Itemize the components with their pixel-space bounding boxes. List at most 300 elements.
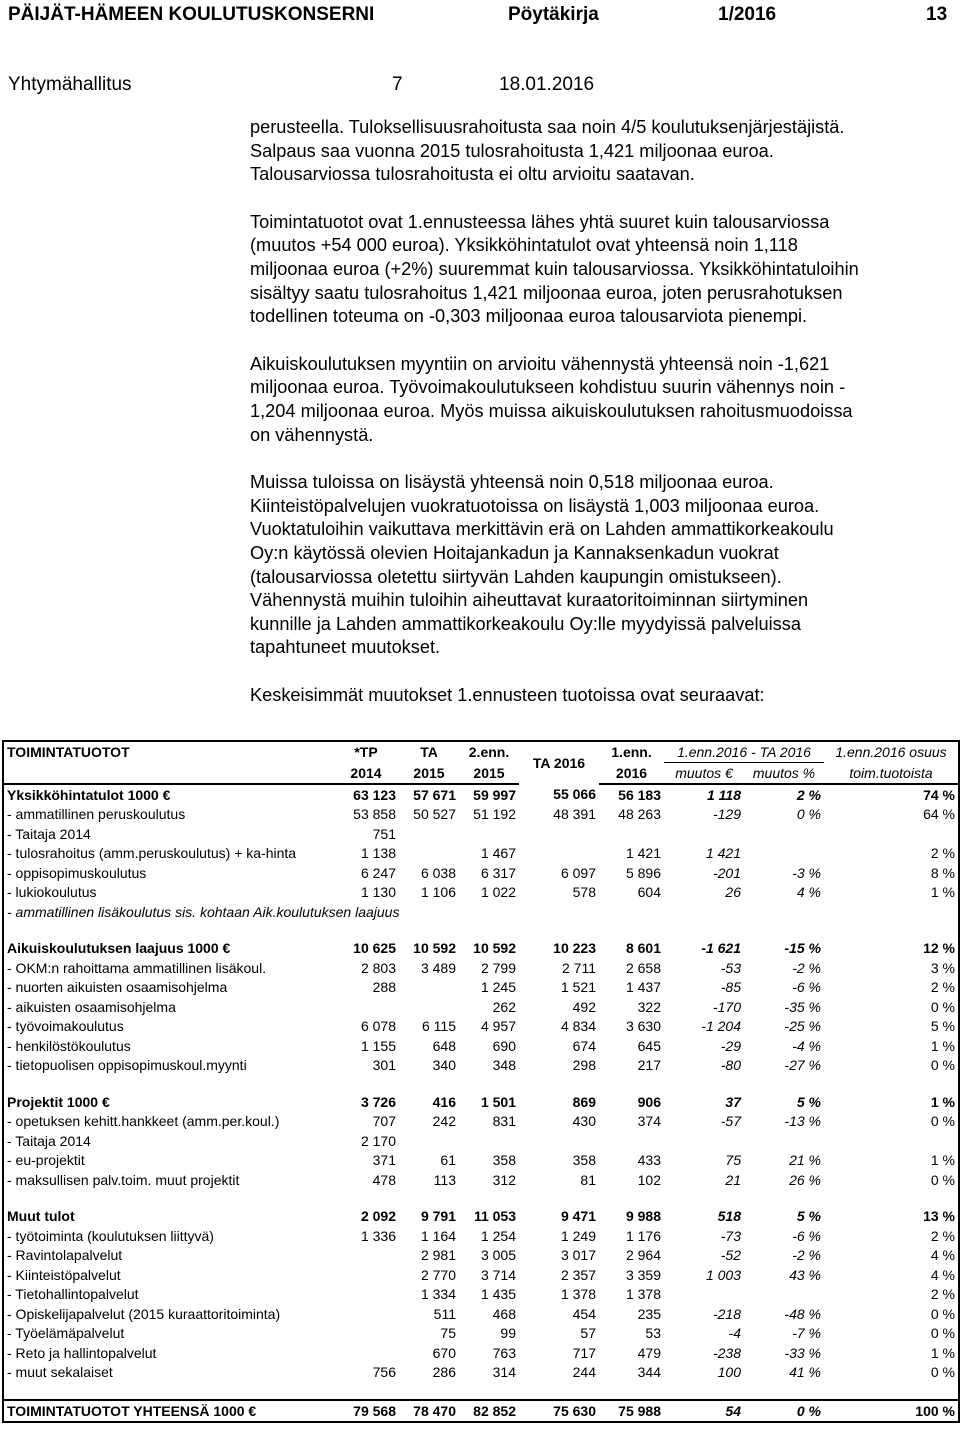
table-row [3, 958, 959, 978]
row-label: - nuorten aikuisten osaamisohjelma [3, 978, 333, 998]
cell-diff-eur [664, 1285, 744, 1305]
col-ta15-label: TA [399, 741, 459, 763]
cell-tp-2014: 478 [372, 1171, 396, 1188]
cell-enn1-2016: 1 437 [625, 979, 661, 996]
spacer-cell [519, 1190, 599, 1207]
cell-ta-2016: 454 [572, 1305, 596, 1322]
spacer-cell [744, 922, 824, 939]
cell-enn2-2015: 358 [492, 1152, 516, 1169]
cell-share-pct: 5 % [824, 1017, 959, 1037]
col-enn16-year: 2016 [599, 763, 664, 785]
col-share-header: 1.enn.2016 osuus [824, 741, 959, 763]
table-row [3, 1363, 959, 1383]
table-row [3, 1151, 959, 1171]
cell-enn2-2015: 763 [492, 1344, 516, 1361]
cell-enn1-2016: 2 658 [625, 959, 661, 976]
cell-ta-2016: 3 017 [560, 1247, 596, 1264]
cell-share-pct [824, 1131, 959, 1151]
cell-enn2-2015: 348 [492, 1057, 516, 1074]
row-label: - Työelämäpalvelut [3, 1324, 333, 1344]
cell-diff-pct [744, 824, 824, 844]
cell-ta-2015: 78 470 [399, 1400, 459, 1422]
cell-diff-eur [664, 1131, 744, 1151]
paragraph: Keskeisimmät muutokset 1.ennusteen tuotoissa ovat seuraavat: [250, 684, 765, 705]
cell-ta-2015 [399, 844, 459, 864]
cell-tp-2014: 6 247 [360, 864, 396, 881]
meeting-date: 18.01.2016 [499, 74, 595, 95]
cell-diff-pct: -13 % [784, 1113, 821, 1130]
cell-tp-2014: 1 336 [360, 1227, 396, 1244]
cell-share-pct: 0 % [824, 1363, 959, 1383]
cell-ta-2016: 1 378 [560, 1286, 596, 1303]
cell-enn2-2015: 1 245 [480, 979, 516, 996]
cell-enn1-2016: 479 [637, 1344, 661, 1361]
row-label: - lukiokoulutus [3, 883, 333, 903]
cell-ta-2016 [519, 902, 599, 922]
cell-enn1-2016: 75 988 [599, 1400, 664, 1422]
cell-diff-eur: 1 421 [705, 845, 741, 862]
row-label: - Taitaja 2014 [3, 1131, 333, 1151]
organization-name: PÄIJÄT-HÄMEEN KOULUTUSKONSERNI [8, 4, 375, 25]
cell-diff-pct: -48 % [784, 1305, 821, 1322]
cell-ta-2015: 75 [440, 1325, 456, 1342]
spacer-cell [333, 1190, 399, 1207]
cell-enn2-2015 [459, 824, 519, 844]
spacer-cell [599, 1075, 664, 1092]
cell-diff-eur: 1 003 [705, 1266, 741, 1283]
spacer-cell [333, 922, 399, 939]
cell-enn1-2016: 8 601 [625, 940, 661, 957]
spacer-cell [519, 1382, 599, 1400]
cell-diff-eur: -201 [712, 864, 741, 881]
cell-enn2-2015: 82 852 [459, 1400, 519, 1422]
cell-diff-eur: -53 [720, 959, 741, 976]
cell-enn2-2015: 51 192 [473, 806, 516, 823]
cell-ta-2016: 81 [580, 1171, 596, 1188]
cell-diff-eur: -73 [720, 1227, 741, 1244]
cell-tp-2014: 288 [372, 979, 396, 996]
cell-ta-2016: 6 097 [560, 864, 596, 881]
spacer-cell [399, 1382, 459, 1400]
row-label: - opetuksen kehitt.hankkeet (amm.per.koul.) [3, 1112, 333, 1132]
spacer-cell [519, 922, 599, 939]
row-label: - Kiinteistöpalvelut [3, 1265, 333, 1285]
spacer-cell [599, 1382, 664, 1400]
cell-enn2-2015: 1 254 [480, 1227, 516, 1244]
cell-ta-2015: 340 [432, 1057, 456, 1074]
cell-ta-2015: 1 164 [420, 1227, 456, 1244]
table-row [3, 1226, 959, 1246]
cell-diff-pct: 41 % [789, 1364, 821, 1381]
cell-enn2-2015: 2 799 [480, 959, 516, 976]
cell-share-pct: 0 % [824, 1304, 959, 1324]
cell-ta-2015 [399, 1131, 459, 1151]
col-enn16-label: 1.enn. [599, 741, 664, 763]
cell-diff-eur: -29 [720, 1037, 741, 1054]
row-label: - henkilöstökoulutus [3, 1036, 333, 1056]
cell-diff-pct: -35 % [784, 998, 821, 1015]
cell-diff-pct: 26 % [789, 1171, 821, 1188]
cell-share-pct: 12 % [824, 939, 959, 959]
cell-diff-eur: 518 [717, 1208, 741, 1225]
table-title: TOIMINTATUOTOT [3, 741, 333, 763]
cell-enn2-2015: 831 [492, 1113, 516, 1130]
cell-ta-2015: 6 115 [422, 1018, 456, 1035]
cell-ta-2015: 648 [432, 1037, 456, 1054]
spacer-cell [459, 1190, 519, 1207]
cell-diff-pct: 21 % [789, 1152, 821, 1169]
cell-share-pct: 2 % [824, 978, 959, 998]
cell-share-pct: 13 % [824, 1207, 959, 1227]
table-row [3, 1324, 959, 1344]
cell-enn1-2016: 9 988 [625, 1208, 661, 1225]
cell-diff-pct: 5 % [796, 1208, 821, 1225]
table-row [3, 1246, 959, 1266]
cell-diff-eur: 37 [725, 1093, 741, 1110]
cell-enn2-2015: 314 [492, 1364, 516, 1381]
document-type: Pöytäkirja [508, 4, 599, 25]
table-row [3, 784, 959, 805]
col-diff-pct: muutos % [744, 763, 824, 785]
cell-enn1-2016: 322 [637, 998, 661, 1015]
cell-ta-2015: 50 527 [413, 806, 456, 823]
spacer-cell [744, 1382, 824, 1400]
row-label: Muut tulot [3, 1207, 333, 1227]
cell-tp-2014: 2 803 [360, 959, 396, 976]
col-tp-label: *TP [333, 741, 399, 763]
cell-ta-2016 [519, 844, 599, 864]
cell-tp-2014: 756 [372, 1364, 396, 1381]
cell-enn1-2016: 3 630 [625, 1018, 661, 1035]
cell-ta-2016: 674 [572, 1037, 596, 1054]
row-label: - työvoimakoulutus [3, 1017, 333, 1037]
spacer-cell [3, 1382, 333, 1400]
col-enn15-year: 2015 [459, 763, 519, 785]
cell-ta-2016: 578 [572, 884, 596, 901]
cell-diff-eur: 54 [664, 1400, 744, 1422]
cell-diff-eur: -57 [720, 1113, 741, 1130]
cell-share-pct: 0 % [824, 1056, 959, 1076]
cell-share-pct: 1 % [824, 1151, 959, 1171]
cell-tp-2014: 63 123 [353, 786, 396, 803]
cell-enn1-2016: 604 [637, 884, 661, 901]
document-header [8, 4, 958, 28]
paragraph: perusteella. Tuloksellisuusrahoitusta saa noin 4/5 koulutuksenjärjestäjistä. Salpaus saa vuonna 2015 tulosrahoitusta 1,421 miljoonaa euroa. Talousarviossa tulosrahoitusta ei oltu arvioitu saatavan. [250, 117, 845, 185]
row-label: - oppisopimuskoulutus [3, 863, 333, 883]
cell-enn1-2016: 5 896 [625, 864, 661, 881]
cell-diff-pct: -15 % [784, 940, 821, 957]
cell-ta-2015: 286 [432, 1364, 456, 1381]
cell-tp-2014 [333, 1265, 399, 1285]
col-ta15-year: 2015 [399, 763, 459, 785]
cell-ta-2016: 358 [572, 1152, 596, 1169]
row-label: - aikuisten osaamisohjelma [3, 997, 333, 1017]
meeting-header [8, 74, 958, 98]
row-label: - muut sekalaiset [3, 1363, 333, 1383]
spacer-cell [824, 1075, 959, 1092]
cell-tp-2014 [333, 1285, 399, 1305]
spacer-cell [459, 1075, 519, 1092]
table-row [3, 1285, 959, 1305]
spacer-cell [824, 1382, 959, 1400]
table-row [3, 1265, 959, 1285]
table-row [3, 997, 959, 1017]
cell-ta-2015: 61 [440, 1152, 456, 1169]
cell-ta-2016: 2 711 [562, 959, 596, 976]
table-row [3, 863, 959, 883]
cell-share-pct: 2 % [824, 1285, 959, 1305]
spacer-cell [333, 1075, 399, 1092]
col-ta16-label: TA 2016 [519, 741, 599, 784]
cell-tp-2014: 371 [372, 1152, 396, 1169]
cell-ta-2015: 6 038 [420, 864, 456, 881]
cell-share-pct: 64 % [824, 805, 959, 825]
spacer-cell [744, 1075, 824, 1092]
cell-share-pct: 2 % [824, 1226, 959, 1246]
row-label: TOIMINTATUOTOT YHTEENSÄ 1000 € [3, 1400, 333, 1422]
cell-tp-2014 [333, 1304, 399, 1324]
cell-enn2-2015: 1 435 [480, 1286, 516, 1303]
blank-cell [3, 763, 333, 785]
cell-tp-2014: 6 078 [360, 1018, 396, 1035]
row-label: Aikuiskoulutuksen laajuus 1000 € [3, 939, 333, 959]
cell-enn1-2016 [599, 1131, 664, 1151]
spacer-cell [3, 922, 333, 939]
meeting-body: Yhtymähallitus [8, 74, 132, 95]
cell-share-pct: 4 % [824, 1246, 959, 1266]
cell-diff-eur: 26 [725, 884, 741, 901]
cell-enn1-2016: 2 964 [625, 1247, 661, 1264]
cell-diff-pct: -3 % [792, 864, 821, 881]
cell-diff-eur: -4 [728, 1325, 741, 1342]
cell-enn2-2015: 3 714 [480, 1266, 516, 1283]
cell-diff-eur [664, 824, 744, 844]
cell-ta-2015 [399, 902, 459, 922]
cell-share-pct: 0 % [824, 1112, 959, 1132]
row-label: - tulosrahoitus (amm.peruskoulutus) + ka-hinta [3, 844, 333, 864]
cell-ta-2015: 10 592 [413, 940, 456, 957]
table-row [3, 1092, 959, 1112]
cell-diff-pct: -33 % [784, 1344, 821, 1361]
cell-enn1-2016: 1 421 [625, 845, 661, 862]
row-label: - Opiskelijapalvelut (2015 kuraattoritoiminta) [3, 1304, 333, 1324]
cell-ta-2016: 57 [580, 1325, 596, 1342]
cell-enn1-2016: 645 [637, 1037, 661, 1054]
cell-ta-2016: 55 066 [553, 786, 596, 803]
cell-tp-2014 [333, 1343, 399, 1363]
cell-ta-2015: 1 106 [420, 884, 456, 901]
cell-ta-2016: 9 471 [560, 1208, 596, 1225]
col-diff-eur: muutos € [664, 763, 744, 785]
cell-ta-2015 [399, 997, 459, 1017]
table-row [3, 824, 959, 844]
cell-share-pct: 74 % [824, 784, 959, 805]
cell-diff-eur: 75 [725, 1152, 741, 1169]
row-label: - työtoiminta (koulutuksen liittyvä) [3, 1226, 333, 1246]
cell-enn1-2016 [599, 824, 664, 844]
cell-enn2-2015: 1 467 [480, 845, 516, 862]
spacer-cell [519, 1075, 599, 1092]
cell-diff-pct: -7 % [792, 1325, 821, 1342]
cell-diff-pct [744, 1131, 824, 1151]
cell-tp-2014: 53 858 [353, 806, 396, 823]
spacer-cell [664, 1190, 744, 1207]
cell-share-pct: 2 % [824, 844, 959, 864]
cell-diff-pct: 5 % [796, 1093, 821, 1110]
row-label: - tietopuolisen oppisopimuskoul.myynti [3, 1056, 333, 1076]
table-spacer-row [3, 1382, 959, 1400]
spacer-cell [399, 1190, 459, 1207]
spacer-cell [664, 1075, 744, 1092]
row-label: - ammatillinen peruskoulutus [3, 805, 333, 825]
table-row [3, 1304, 959, 1324]
spacer-cell [824, 922, 959, 939]
table-header-row [3, 741, 959, 763]
cell-enn1-2016: 102 [637, 1171, 661, 1188]
table-row [3, 1017, 959, 1037]
cell-share-pct: 4 % [824, 1265, 959, 1285]
cell-share-pct: 1 % [824, 1092, 959, 1112]
cell-share-pct: 1 % [824, 1343, 959, 1363]
cell-diff-pct: 0 % [744, 1400, 824, 1422]
cell-enn2-2015: 262 [492, 998, 516, 1015]
cell-ta-2015: 511 [433, 1305, 456, 1322]
cell-ta-2015: 113 [433, 1171, 456, 1188]
row-label: Projektit 1000 € [3, 1092, 333, 1112]
table-row [3, 805, 959, 825]
cell-ta-2016: 244 [572, 1364, 596, 1381]
table-row [3, 902, 959, 922]
cell-enn1-2016: 1 176 [625, 1227, 661, 1244]
cell-ta-2016: 298 [572, 1057, 596, 1074]
spacer-cell [3, 1075, 333, 1092]
cell-enn1-2016: 48 263 [618, 806, 661, 823]
cell-enn2-2015: 11 053 [473, 1208, 516, 1225]
cell-enn2-2015: 6 317 [480, 864, 516, 881]
col-share-sub: toim.tuotoista [824, 763, 959, 785]
cell-diff-pct: 0 % [796, 806, 821, 823]
cell-enn1-2016: 374 [637, 1113, 661, 1130]
cell-tp-2014: 79 568 [333, 1400, 399, 1422]
table-body [3, 784, 959, 1422]
table-spacer-row [3, 1190, 959, 1207]
cell-tp-2014: 1 138 [360, 845, 396, 862]
paragraph: Toimintatuotot ovat 1.ennusteessa lähes yhtä suuret kuin talousarviossa (muutos +54 000 euroa). Yksikköhintatulot ovat yhteensä noin 1,118 miljoonaa euroa (+2%) suuremmat kuin talousarviossa. Yksikköhintatuloihin sisältyy saatu tulosrahoitus 1,421 miljoonaa euroa, joten perusrahotuksen todellinen toteuma on -0,303 miljoonaa euroa talousarviota pienempi. [250, 211, 859, 327]
spacer-cell [399, 922, 459, 939]
row-label: - Taitaja 2014 [3, 824, 333, 844]
cell-enn2-2015: 468 [492, 1305, 516, 1322]
cell-diff-pct: -25 % [784, 1018, 821, 1035]
section-number: 7 [392, 74, 403, 95]
cell-diff-eur: -80 [720, 1057, 741, 1074]
cell-enn2-2015: 99 [500, 1325, 516, 1342]
cell-ta-2015: 1 334 [420, 1286, 456, 1303]
cell-ta-2016: 10 223 [553, 940, 596, 957]
cell-ta-2016: 717 [572, 1344, 596, 1361]
cell-enn1-2016: 56 183 [618, 786, 661, 803]
table-row [3, 1170, 959, 1190]
paragraph: Muissa tuloissa on lisäystä yhteensä noin 0,518 miljoonaa euroa. Kiinteistöpalvelujen vuokratuotoissa on lisäystä 1,003 miljoonaa euroa. Vuoktatuloihin vaikuttava merkittävin erä on Lahden ammattikorkeakoulu Oy:n käytössä olevien Hoitajankadun ja Kannaksenkadun vuokrat (talousarviossa oletettu siirtyvän Lahden kaupungin omistukseen). Vähennystä muihin tuloihin aiheuttavat kuraatoritoiminnan siirtyminen kunnille ja Lahden ammattikorkeakoulu Oy:lle myydyissä palveluissa tapahtuneet muutokset. [250, 472, 834, 658]
spacer-cell [3, 1190, 333, 1207]
cell-diff-pct [744, 1285, 824, 1305]
cell-diff-eur: 1 118 [707, 786, 741, 803]
cell-tp-2014: 10 625 [353, 940, 396, 957]
cell-ta-2015: 2 770 [420, 1266, 456, 1283]
cell-diff-eur: -52 [720, 1247, 741, 1264]
cell-enn1-2016: 235 [637, 1305, 661, 1322]
cell-enn2-2015: 690 [492, 1037, 516, 1054]
cell-diff-pct: 4 % [796, 884, 821, 901]
row-label: - eu-projektit [3, 1151, 333, 1171]
page-number: 13 [926, 4, 948, 25]
cell-enn1-2016: 906 [637, 1093, 661, 1110]
cell-enn1-2016: 433 [637, 1152, 661, 1169]
table-row [3, 978, 959, 998]
cell-ta-2015 [399, 978, 459, 998]
cell-diff-pct: -6 % [792, 1227, 821, 1244]
cell-tp-2014: 3 726 [360, 1093, 396, 1110]
cell-ta-2015: 416 [432, 1093, 456, 1110]
cell-enn2-2015: 3 005 [480, 1247, 516, 1264]
document-number: 1/2016 [718, 4, 777, 25]
cell-ta-2016 [519, 824, 599, 844]
cell-ta-2016: 75 630 [519, 1400, 599, 1422]
spacer-cell [399, 1075, 459, 1092]
table-row [3, 883, 959, 903]
spacer-cell [744, 1190, 824, 1207]
cell-ta-2016: 4 834 [560, 1018, 596, 1035]
cell-enn1-2016: 1 378 [625, 1286, 661, 1303]
row-label: - Reto ja hallintopalvelut [3, 1343, 333, 1363]
cell-tp-2014 [333, 997, 399, 1017]
cell-enn2-2015 [459, 1131, 519, 1151]
cell-diff-pct [744, 844, 824, 864]
table-row [3, 939, 959, 959]
spacer-cell [599, 1190, 664, 1207]
cell-diff-pct: 2 % [796, 786, 821, 803]
cell-tp-2014: 707 [372, 1113, 396, 1130]
col-enn15-label: 2.enn. [459, 741, 519, 763]
cell-diff-eur: -218 [712, 1305, 741, 1322]
cell-ta-2015: 9 791 [420, 1208, 456, 1225]
cell-diff-eur: 21 [725, 1171, 741, 1188]
spacer-cell [664, 1382, 744, 1400]
cell-ta-2015: 242 [432, 1113, 456, 1130]
cell-share-pct [824, 824, 959, 844]
table-spacer-row [3, 1075, 959, 1092]
cell-share-pct [824, 902, 959, 922]
cell-share-pct: 0 % [824, 1324, 959, 1344]
cell-ta-2015 [399, 824, 459, 844]
cell-enn2-2015: 4 957 [480, 1018, 516, 1035]
cell-diff-eur: -1 204 [701, 1018, 741, 1035]
cell-enn2-2015: 59 997 [473, 786, 516, 803]
spacer-cell [824, 1190, 959, 1207]
cell-ta-2016: 492 [572, 998, 596, 1015]
cell-diff-eur: -1 621 [701, 940, 741, 957]
table-row [3, 1207, 959, 1227]
cell-tp-2014: 751 [372, 825, 396, 842]
cell-ta-2015: 57 671 [413, 786, 456, 803]
cell-enn1-2016: 53 [645, 1325, 661, 1342]
spacer-cell [459, 1382, 519, 1400]
table-row [3, 1036, 959, 1056]
cell-diff-pct: -6 % [792, 979, 821, 996]
cell-ta-2016: 2 357 [560, 1266, 596, 1283]
cell-diff-eur: -170 [712, 998, 741, 1015]
cell-share-pct: 1 % [824, 1036, 959, 1056]
table-row [3, 1400, 959, 1422]
